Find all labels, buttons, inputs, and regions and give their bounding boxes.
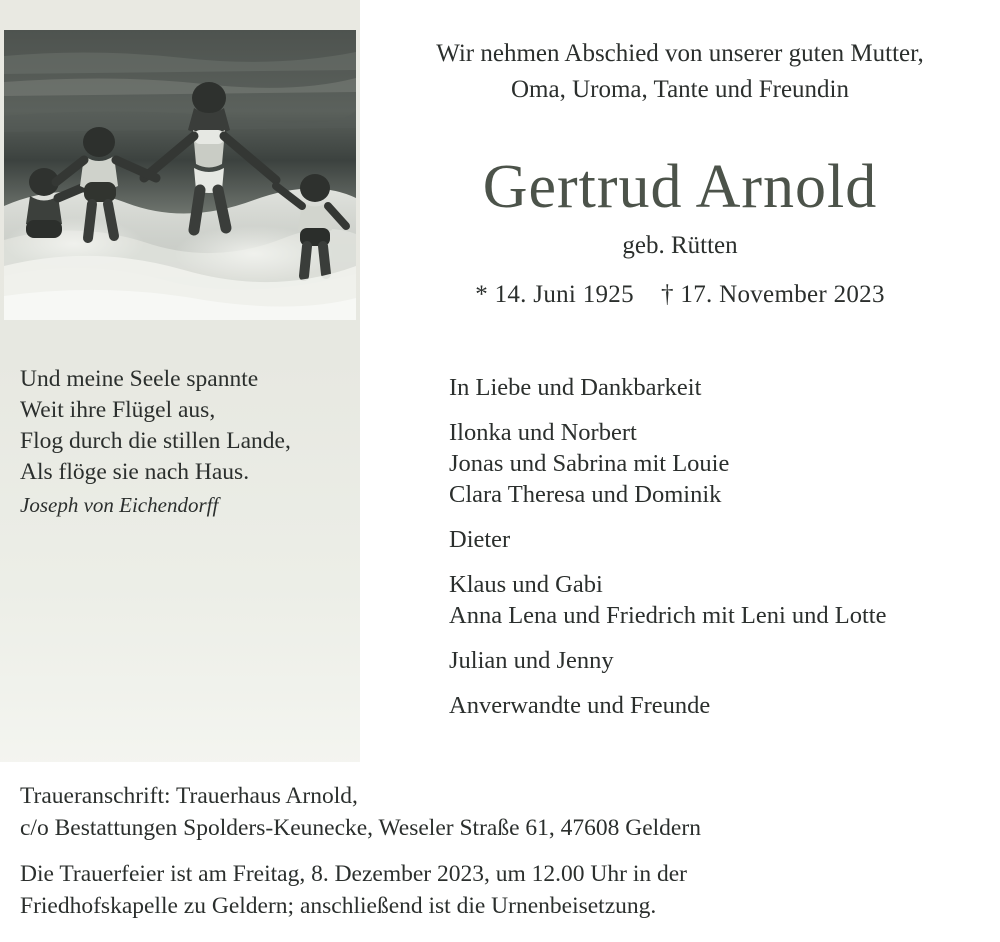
address-line-2: c/o Bestattungen Spolders-Keunecke, Weseler Straße 61, 47608 Geldern bbox=[20, 815, 701, 841]
poem-line-1: Und meine Seele spannte bbox=[20, 366, 259, 392]
poem-author: Joseph von Eichendorff bbox=[20, 493, 219, 517]
funeral-service-info bbox=[20, 858, 985, 922]
mourners-heading: In Liebe und Dankbarkeit bbox=[449, 374, 702, 401]
address-line-1: Traueranschrift: Trauerhaus Arnold, bbox=[20, 783, 358, 809]
mourner-line: Anverwandte und Freunde bbox=[449, 692, 711, 719]
poem-line-3: Flog durch die stillen Lande, bbox=[20, 428, 291, 454]
service-line-2: Friedhofskapelle zu Geldern; anschließend ist die Urnenbeisetzung. bbox=[20, 893, 657, 919]
mourners-group-4 bbox=[449, 645, 994, 676]
mourners-group-5 bbox=[449, 690, 994, 721]
intro-text bbox=[360, 36, 1000, 108]
mourners-group-1 bbox=[449, 417, 994, 510]
mourners-block bbox=[449, 372, 994, 721]
mourners-group-3 bbox=[449, 569, 994, 631]
mourner-line: Klaus und Gabi bbox=[449, 571, 603, 598]
intro-line-2: Oma, Uroma, Tante und Freundin bbox=[510, 76, 849, 103]
mourner-line: Jonas und Sabrina mit Louie bbox=[449, 450, 730, 477]
life-dates bbox=[360, 281, 1000, 309]
maiden-name: geb. Rütten bbox=[622, 232, 738, 259]
poem-line-4: Als flöge sie nach Haus. bbox=[20, 459, 250, 485]
mourner-line: Ilonka und Norbert bbox=[449, 419, 637, 446]
mourning-address bbox=[20, 780, 985, 844]
intro-line-1: Wir nehmen Abschied von unserer guten Mutter, bbox=[436, 40, 924, 67]
birth-date: * 14. Juni 1925 bbox=[475, 281, 634, 308]
death-date: † 17. November 2023 bbox=[661, 281, 885, 308]
mourners-heading-group bbox=[449, 372, 994, 403]
mourner-line: Dieter bbox=[449, 526, 511, 553]
mourner-line: Clara Theresa und Dominik bbox=[449, 481, 722, 508]
deceased-name: Gertrud Arnold bbox=[482, 153, 878, 221]
mourner-line: Anna Lena und Friedrich mit Leni und Lotte bbox=[449, 602, 887, 629]
beach-photo-image bbox=[4, 30, 356, 320]
poem-line-2: Weit ihre Flügel aus, bbox=[20, 397, 216, 423]
service-line-1: Die Trauerfeier ist am Freitag, 8. Dezember 2023, um 12.00 Uhr in der bbox=[20, 861, 687, 887]
poem-block bbox=[20, 364, 350, 521]
beach-photo bbox=[4, 30, 356, 320]
mourner-line: Julian und Jenny bbox=[449, 647, 614, 674]
mourners-group-2 bbox=[449, 524, 994, 555]
